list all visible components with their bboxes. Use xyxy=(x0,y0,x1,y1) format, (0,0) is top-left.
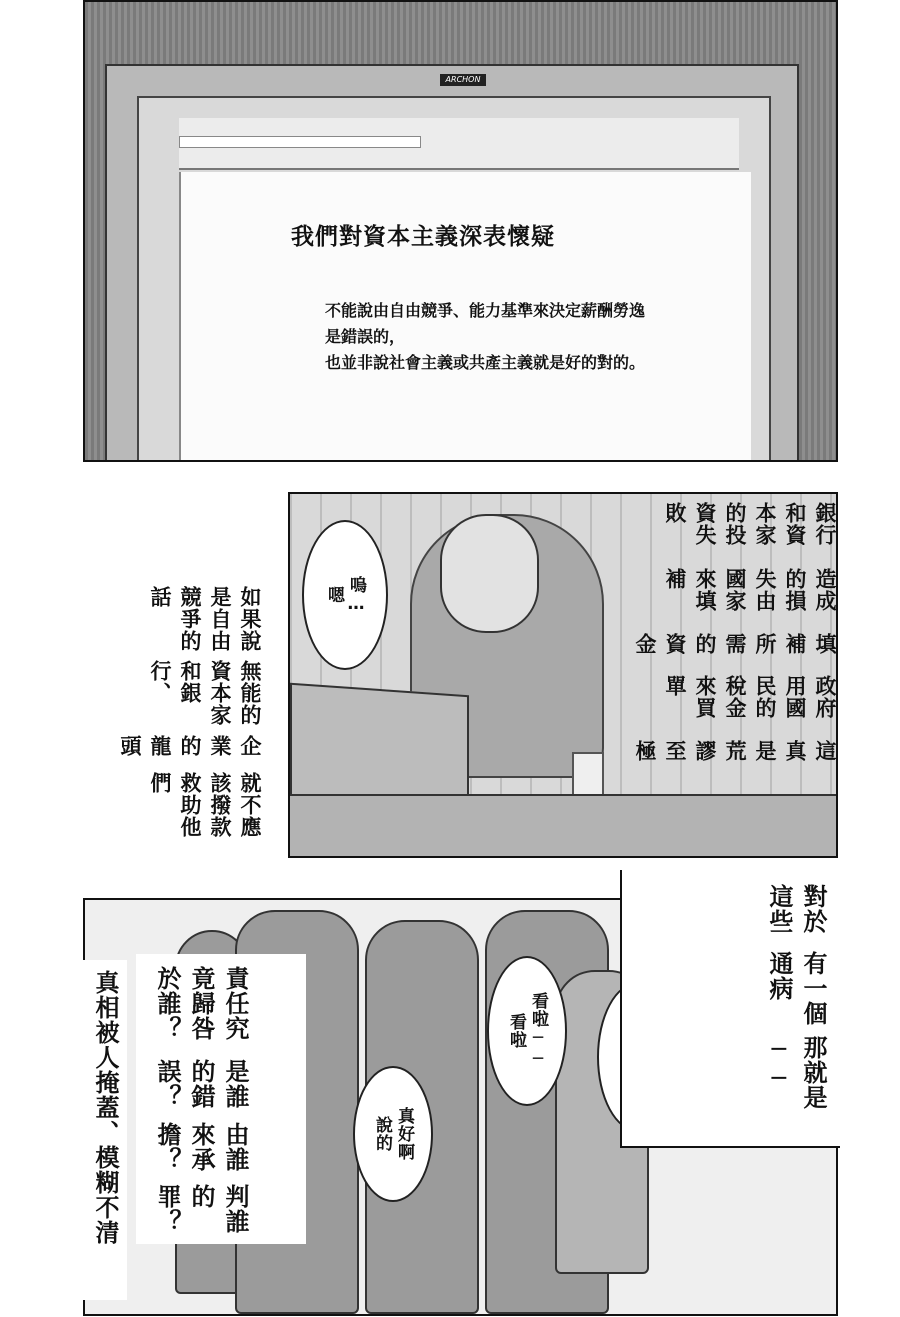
narration-line: 有一個通病 xyxy=(765,951,827,1027)
narration-left xyxy=(115,586,265,846)
narration-mid xyxy=(150,966,252,1236)
speech-bubble xyxy=(302,520,388,670)
narration-line: 填補所需的資金 xyxy=(633,633,837,656)
address-bar xyxy=(179,136,421,148)
man-head xyxy=(440,514,539,633)
web-page-title: 我們對資本主義深表懷疑 xyxy=(291,224,555,250)
narration-line: 真相被人掩蓋、模糊不清 xyxy=(91,970,119,1245)
narration-line: 由誰來承擔？ xyxy=(153,1121,249,1172)
bubble-line: 看啦 xyxy=(506,1013,526,1049)
narration-right xyxy=(630,502,840,782)
narration-top xyxy=(762,884,830,1124)
web-body-line: 是錯誤的， xyxy=(325,327,406,346)
narration-line: 判誰的罪？ xyxy=(153,1184,249,1235)
speech-bubble xyxy=(487,956,567,1106)
narration-line: 造成的損失由國家來填補 xyxy=(663,567,837,612)
bubble-line: 看啦── xyxy=(528,992,548,1070)
web-page-body xyxy=(325,298,645,376)
narration-line: 企業的龍頭 xyxy=(118,734,262,757)
web-body-line: 也並非說社會主義或共產主義就是好的對的。 xyxy=(325,353,646,372)
narration-line: 那就是── xyxy=(765,1034,827,1110)
narration-line: 政府用國民的稅金來買單 xyxy=(663,674,837,719)
narration-line: 如果說是自由競爭的話 xyxy=(148,586,262,652)
bubble-line: 嗚… xyxy=(346,575,366,615)
panel-monitor xyxy=(83,0,838,462)
narration-line: 對於這些 xyxy=(765,884,827,934)
narration-line: 銀行和資本家的投資失敗 xyxy=(663,502,837,546)
water-glass xyxy=(572,752,604,796)
bubble-line: 嗯 xyxy=(324,586,344,604)
narration-line: 是誰的錯誤？ xyxy=(153,1059,249,1110)
monitor-brand-logo: ARCHON xyxy=(440,74,486,86)
narration-line: 就不應該撥款救助他們 xyxy=(148,771,262,838)
monitor-screen xyxy=(137,96,771,462)
bubble-line: 說的 xyxy=(372,1116,392,1152)
narration-line: 責任究竟歸咎於誰？ xyxy=(153,966,249,1041)
browser-toolbar xyxy=(179,118,739,170)
monitor-frame xyxy=(105,64,799,462)
desk xyxy=(290,794,838,858)
narration-line: 這真是荒謬至極 xyxy=(633,740,837,763)
narration-left-bottom xyxy=(88,970,122,1300)
narration-line: 無能的資本家和銀行、 xyxy=(148,660,262,727)
bubble-line: 真好啊 xyxy=(394,1107,414,1161)
web-body-line: 不能說由自由競爭、能力基準來決定薪酬勞逸 xyxy=(325,301,646,320)
speech-bubble xyxy=(353,1066,433,1202)
